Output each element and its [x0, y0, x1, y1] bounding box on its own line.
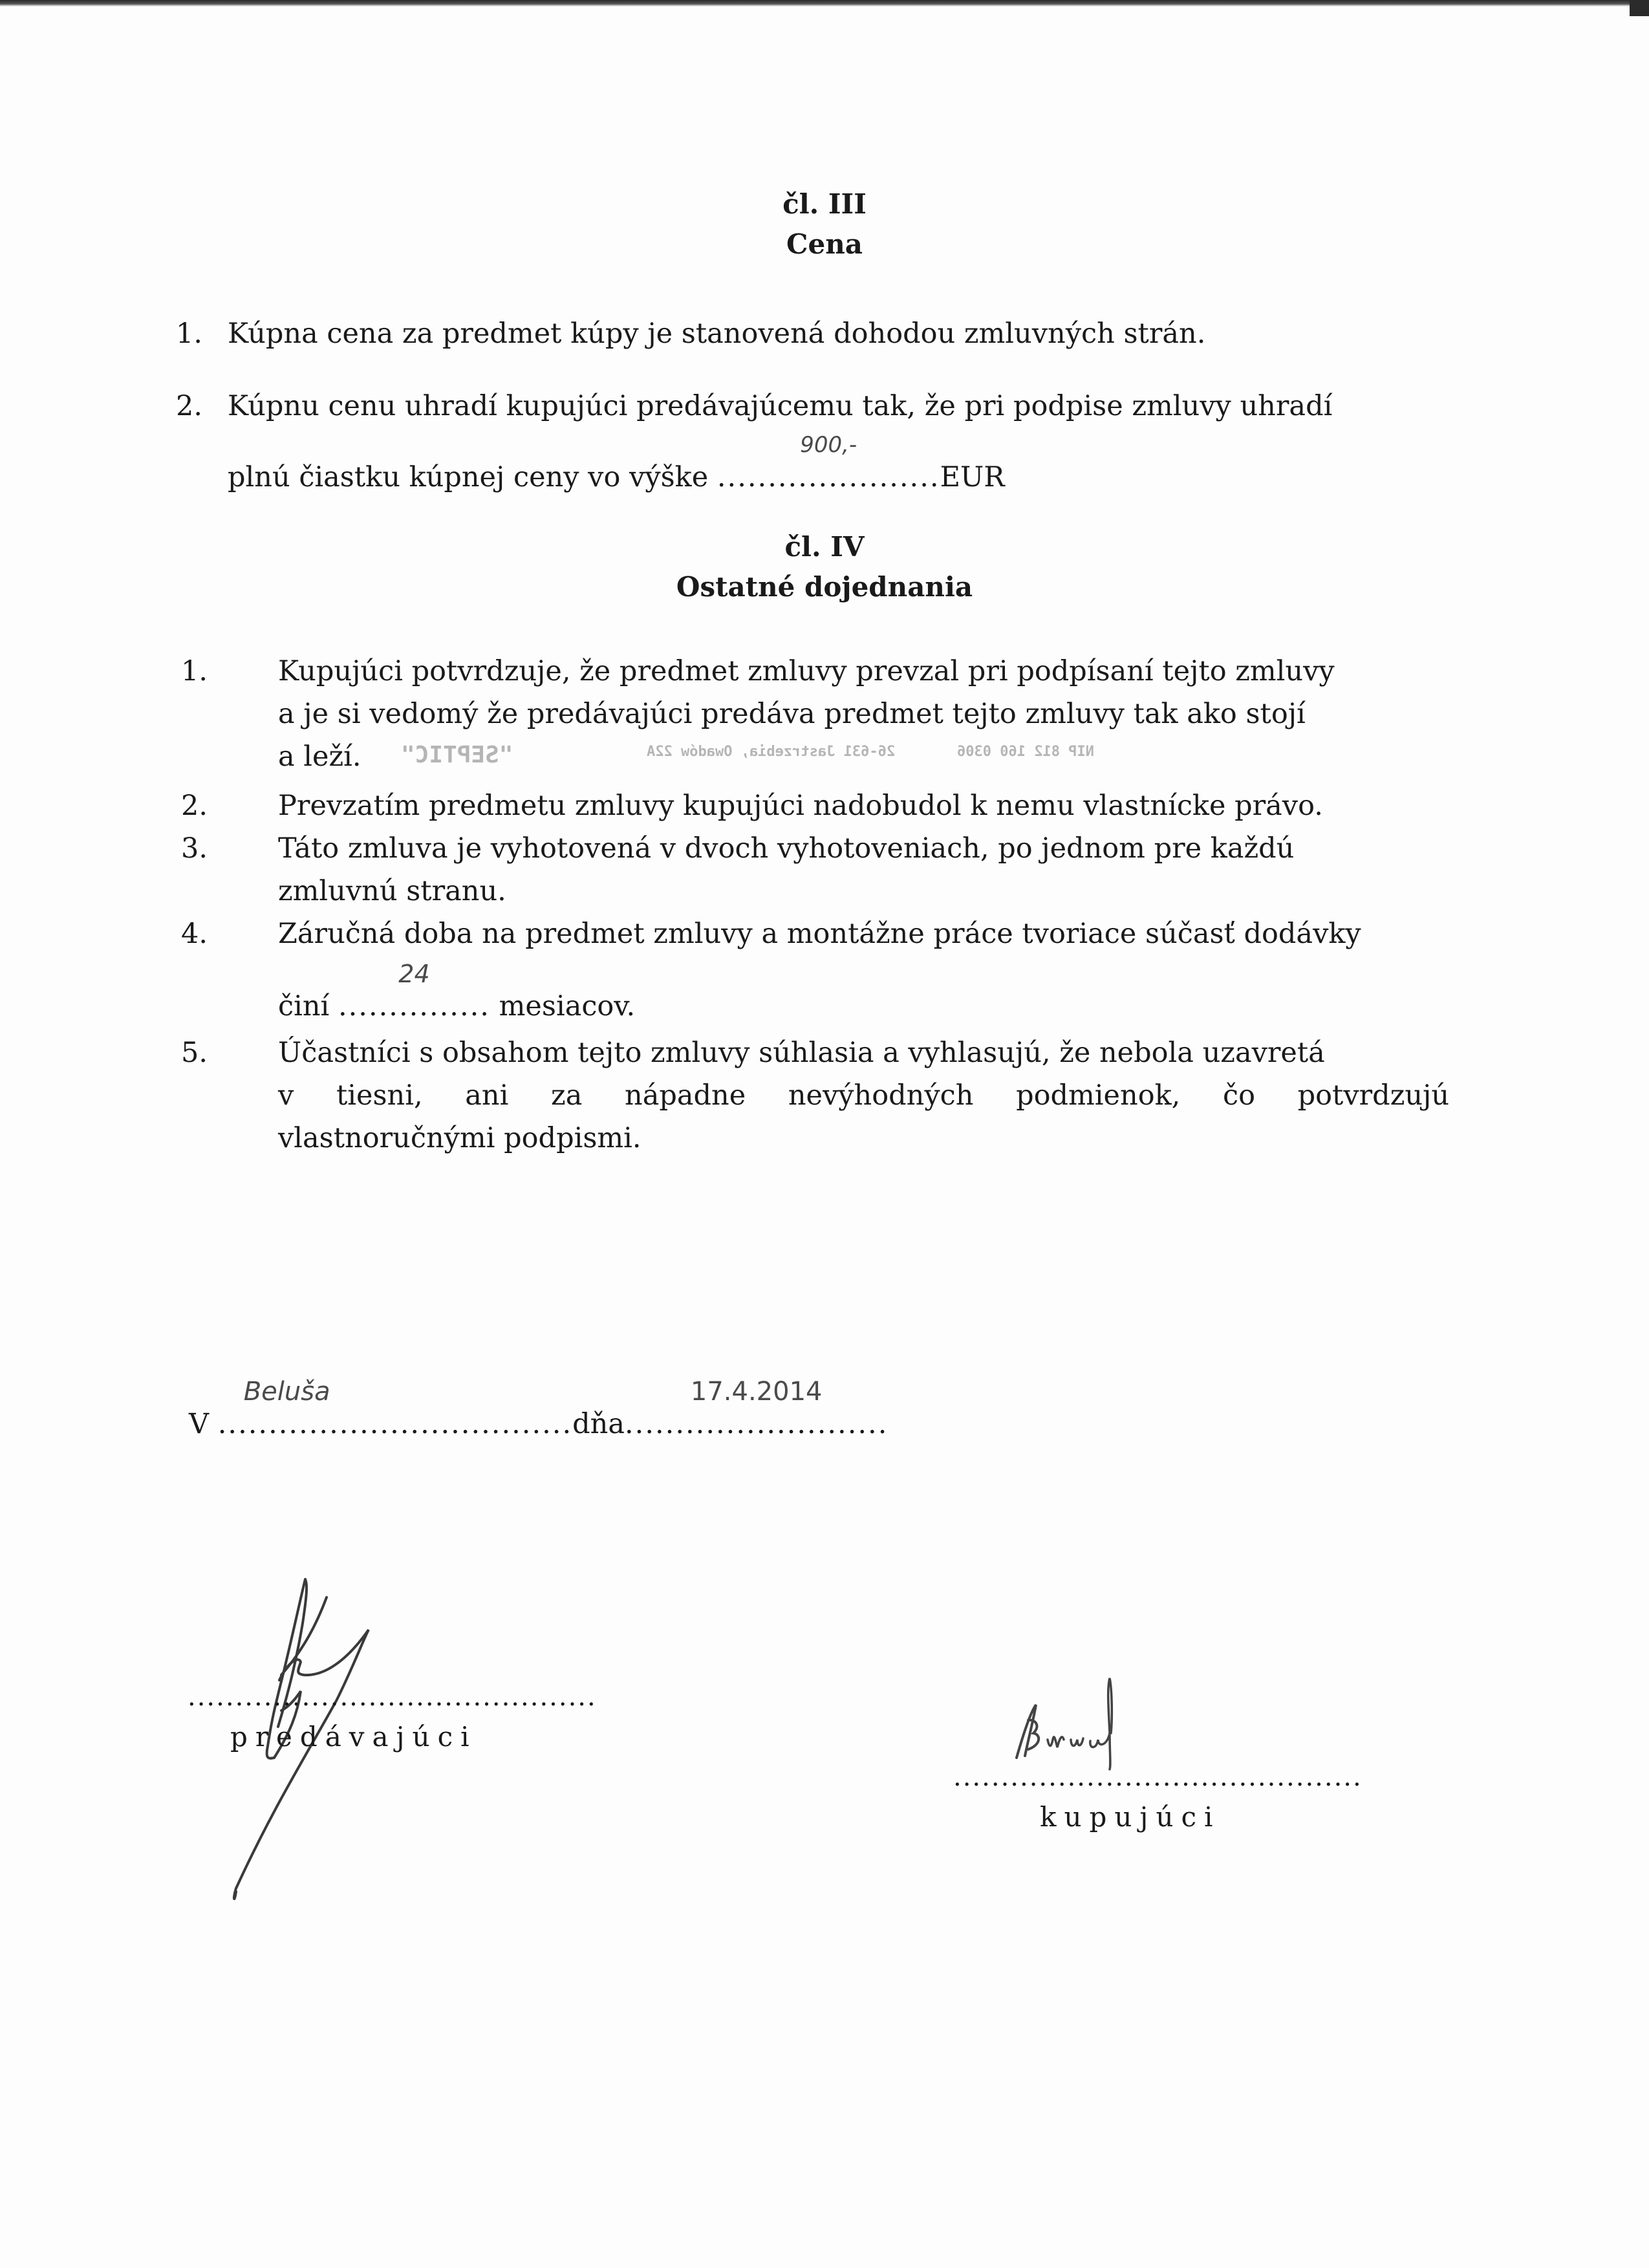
item-text-line-2	[228, 432, 1005, 495]
seller-label: predávajúci	[230, 1721, 477, 1753]
section-3-number: čl. III	[782, 188, 867, 220]
item-text-line: a je si vedomý že predávajúci predáva predmet tejto zmluvy tak ako stojí	[278, 698, 1306, 730]
buyer-label: kupujúci	[1040, 1801, 1221, 1833]
buyer-signature-line: ...........................................	[953, 1762, 1363, 1792]
handwritten-place: Beluša	[243, 1377, 330, 1407]
place-prefix: V	[189, 1408, 218, 1440]
item-text-line: Kupujúci potvrdzuje, že predmet zmluvy prevzal pri podpísaní tejto zmluvy	[278, 655, 1335, 687]
warranty-fill-field	[338, 960, 490, 1024]
item-text-line-2	[278, 960, 636, 1024]
place-dots: ...................................	[217, 1408, 573, 1440]
section-3-title: Cena	[786, 228, 863, 260]
handwritten-amount: 900,-	[800, 432, 857, 458]
currency: EUR	[940, 461, 1005, 493]
item-text-line-1: Kúpnu cenu uhradí kupujúci predávajúcemu tak, že pri podpise zmluvy uhradí	[228, 390, 1333, 422]
item-text-line: Záručná doba na predmet zmluvy a montážne práce tvoriace súčasť dodávky	[278, 918, 1361, 950]
section-4-item-2	[181, 788, 1442, 824]
fill-dots: ...............	[338, 990, 490, 1022]
section-4-title: Ostatné dojednania	[676, 571, 973, 603]
item-number: 1.	[181, 655, 208, 687]
item-text-line: Táto zmluva je vyhotovená v dvoch vyhotoveniach, po jednom pre každú	[278, 832, 1295, 865]
section-3-item-2	[176, 388, 1437, 498]
item-text-line: zmluvnú stranu.	[278, 875, 506, 907]
item-text-line: Účastníci s obsahom tejto zmluvy súhlasia a vyhlasujú, že nebola uzavretá	[278, 1037, 1325, 1069]
scanner-edge-corner	[1630, 0, 1649, 16]
item-number: 3.	[181, 832, 208, 865]
section-4-item-3	[181, 830, 1442, 909]
item-text-line: vlastnoručnými podpismi.	[278, 1122, 641, 1154]
date-dots: ..........................	[625, 1408, 889, 1440]
item-number: 4.	[181, 918, 208, 950]
place-date-line	[189, 1371, 965, 1442]
scanner-edge-top	[0, 0, 1649, 6]
section-4-number: čl. IV	[784, 531, 865, 563]
item-number: 5.	[181, 1037, 208, 1069]
section-4-item-1	[181, 653, 1442, 783]
item-number: 2.	[176, 390, 203, 422]
item-text-line: a leží.	[278, 740, 361, 773]
signature-stroke	[1048, 1678, 1112, 1769]
item-number: 1.	[176, 318, 203, 350]
price-fill-field	[717, 432, 940, 495]
stamp-bleedthrough-address: 26-631 Jastrzebia, Owadów 22A	[647, 744, 896, 760]
handwritten-months: 24	[398, 960, 430, 988]
item-text-line: Prevzatím predmetu zmluvy kupujúci nadobudol k nemu vlastnícke právo.	[278, 790, 1323, 822]
date-prefix: dňa	[572, 1408, 625, 1440]
section-4-item-5	[181, 1035, 1450, 1158]
stamp-bleedthrough-name: "SEPTIC"	[401, 742, 513, 768]
item-text: Kúpna cena za predmet kúpy je stanovená dohodou zmluvných strán.	[228, 318, 1206, 350]
item-text-line: v tiesni, ani za nápadne nevýhodných podmienok, čo potvrdzujú	[278, 1079, 1450, 1112]
date-fill-field	[625, 1377, 889, 1442]
item-number: 2.	[181, 790, 208, 822]
place-date-text	[189, 1377, 889, 1442]
section-4-item-4	[181, 916, 1442, 1026]
place-fill-field	[217, 1377, 573, 1442]
fill-dots: ......................	[717, 461, 940, 493]
signature-stroke	[1017, 1705, 1039, 1758]
price-label: plnú čiastku kúpnej ceny vo výške	[228, 461, 717, 493]
warranty-unit: mesiacov.	[490, 990, 636, 1022]
stamp-bleedthrough-nip: NIP 812 160 0306	[957, 744, 1094, 760]
warranty-label: činí	[278, 990, 338, 1022]
handwritten-date: 17.4.2014	[690, 1377, 823, 1407]
section-3-item-1	[176, 316, 1437, 352]
seller-signature	[162, 1552, 614, 2057]
seller-signature-line: ...........................................	[188, 1682, 597, 1712]
